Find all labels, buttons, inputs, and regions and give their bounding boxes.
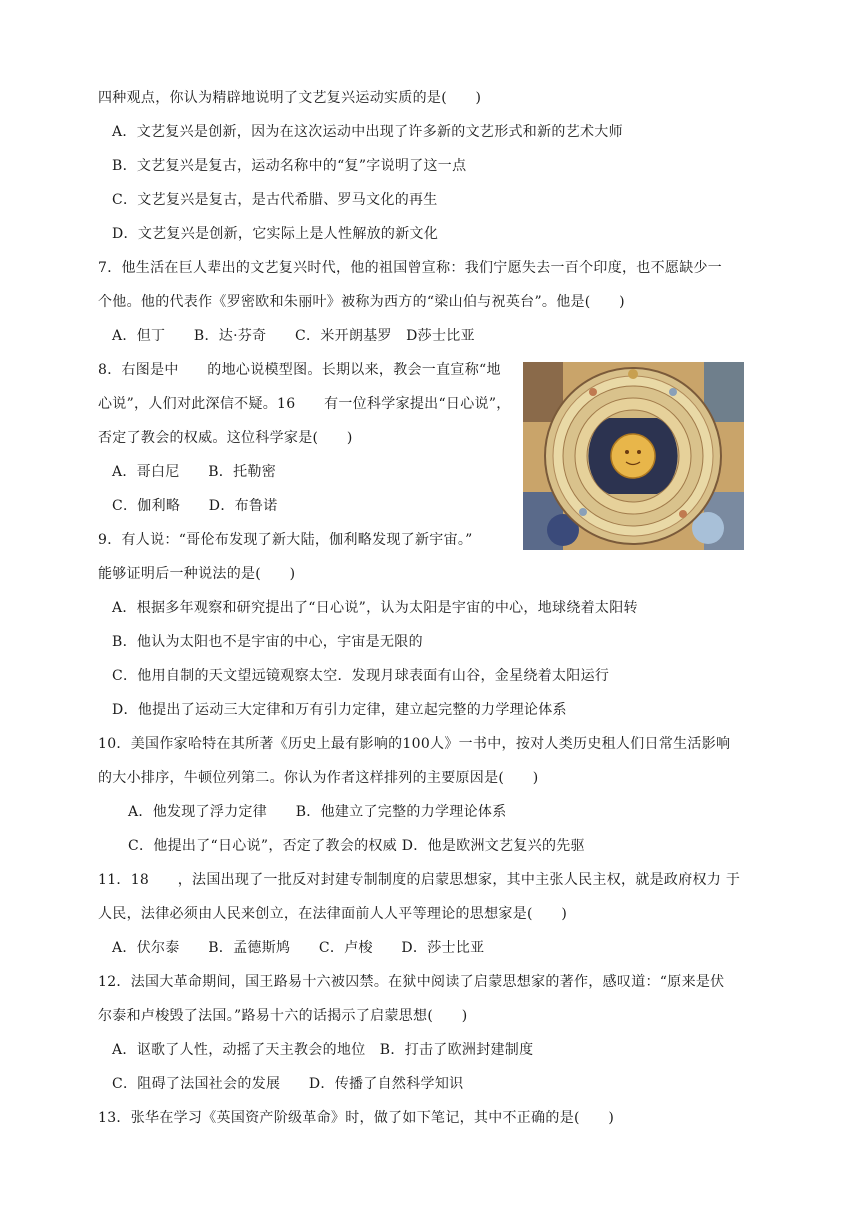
q6-option-b: B．文艺复兴是复古，运动名称中的“复”字说明了这一点	[112, 158, 467, 174]
q12-options-ab: A．讴歌了人性，动摇了天主教会的地位 B．打击了欧洲封建制度	[112, 1042, 534, 1058]
q9-option-c: C．他用自制的天文望远镜观察太空．发现月球表面有山谷，金星绕着太阳运行	[112, 668, 610, 684]
q9-option-d: D．他提出了运动三大定律和万有引力定律，建立起完整的力学理论体系	[112, 702, 567, 718]
q7-stem-line2: 个他。他的代表作《罗密欧和朱丽叶》被称为西方的“梁山伯与祝英台”。他是( )	[98, 294, 625, 310]
q6-option-d: D．文艺复兴是创新，它实际上是人性解放的新文化	[112, 226, 439, 242]
q11-stem-line1: 11．18 ，法国出现了一批反对封建专制制度的启蒙思想家，其中主张人民主权，就是政府权力 于	[98, 872, 741, 888]
q10-stem-line1: 10．美国作家哈特在其所著《历史上最有影响的100人》一书中，按对人类历史租人们日常生活影响	[98, 736, 731, 752]
q10-options-ab: A．他发现了浮力定律 B．他建立了完整的力学理论体系	[128, 804, 507, 820]
q11-stem-line2: 人民，法律必须由人民来创立，在法律面前人人平等理论的思想家是( )	[98, 906, 568, 922]
q10-options-cd: C．他提出了“日心说”，否定了教会的权威 D．他是欧洲文艺复兴的先驱	[128, 838, 585, 854]
q8-stem-line2: 心说”，人们对此深信不疑。16 有一位科学家提出“日心说”，	[98, 396, 511, 412]
q10-stem-line2: 的大小排序，牛顿位列第二。你认为作者这样排列的主要原因是( )	[98, 770, 539, 786]
q7-stem-line1: 7．他生活在巨人辈出的文艺复兴时代，他的祖国曾宣称：我们宁愿失去一百个印度，也不愿缺少一	[98, 260, 723, 276]
q6-option-a: A．文艺复兴是创新，因为在这次运动中出现了许多新的文艺形式和新的艺术大师	[112, 124, 623, 140]
q9-option-b: B．他认为太阳也不是宇宙的中心，宇宙是无限的	[112, 634, 423, 650]
q7-options: A．但丁 B．达·芬奇 C．米开朗基罗 D莎士比亚	[112, 328, 475, 344]
q12-stem-line1: 12．法国大革命期间，国王路易十六被囚禁。在狱中阅读了启蒙思想家的著作，感叹道：“原来是伏	[98, 974, 725, 990]
q11-options: A．伏尔泰 B．孟德斯鸠 C．卢梭 D．莎士比亚	[112, 940, 485, 956]
q8-options-ab: A．哥白尼 B．托勒密	[112, 464, 276, 480]
q9-option-a: A．根据多年观察和研究提出了“日心说”，认为太阳是宇宙的中心，地球绕着太阳转	[112, 600, 638, 616]
q8-stem-line1: 8．右图是中 的地心说模型图。长期以来，教会一直宣称“地	[98, 362, 501, 378]
q6-option-c: C．文艺复兴是复古，是古代希腊、罗马文化的再生	[112, 192, 438, 208]
q13-stem: 13．张华在学习《英国资产阶级革命》时，做了如下笔记，其中不正确的是( )	[98, 1110, 615, 1126]
q8-options-cd: C．伽利略 D．布鲁诺	[112, 498, 278, 514]
q9-stem-line1: 9．有人说：“哥伦布发现了新大陆，伽利略发现了新宇宙。”	[98, 532, 473, 548]
q12-options-cd: C．阻碍了法国社会的发展 D．传播了自然科学知识	[112, 1076, 464, 1092]
geocentric-model-illustration	[523, 362, 744, 550]
q9-stem-line2: 能够证明后一种说法的是( )	[98, 566, 296, 582]
q12-stem-line2: 尔泰和卢梭毁了法国。”路易十六的话揭示了启蒙思想( )	[98, 1008, 468, 1024]
q8-stem-line3: 否定了教会的权威。这位科学家是( )	[98, 430, 353, 446]
q6-stem-continued: 四种观点，你认为精辟地说明了文艺复兴运动实质的是( )	[98, 90, 482, 106]
